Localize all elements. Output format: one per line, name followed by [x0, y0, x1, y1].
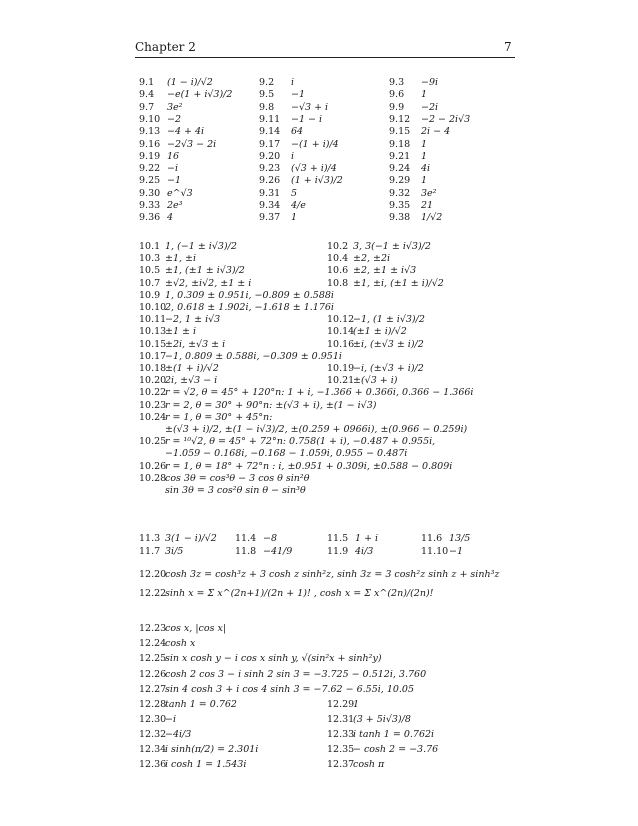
- problem-number: 10.7: [139, 277, 161, 289]
- answer-value: cos 3θ = cos³θ − 3 cos θ sin²θ: [165, 472, 310, 484]
- answer-value: 1: [421, 150, 428, 162]
- problem-number: 10.21: [327, 375, 355, 387]
- answer-value: −9i: [421, 77, 439, 88]
- answer-value: i tanh 1 = 0.762i: [353, 729, 435, 740]
- answer-value: sin 4 cosh 3 + i cos 4 sinh 3 = −7.62 − 6.55i, 10.05: [165, 684, 415, 695]
- problem-number: 12.36: [139, 759, 167, 770]
- answer-row: [135, 668, 525, 681]
- problem-number: 11.9: [327, 545, 349, 557]
- problem-number: 12.26: [139, 669, 167, 680]
- answer-row: [135, 150, 525, 163]
- answer-row: [135, 587, 525, 600]
- answer-value: −(1 + i)/4: [291, 138, 339, 150]
- problem-number: 9.29: [389, 175, 411, 187]
- chapter-title: Chapter 2: [135, 40, 196, 54]
- problem-number: 9.37: [259, 212, 281, 224]
- problem-number: 9.38: [389, 212, 411, 224]
- problem-number: 12.20: [139, 569, 167, 580]
- answer-row: [135, 460, 525, 473]
- problem-number: 12.31: [327, 714, 355, 725]
- problem-number: 10.2: [327, 241, 349, 252]
- answer-value: ±1, (±1 ± i√3)/2: [165, 265, 245, 277]
- answer-row: [135, 211, 525, 224]
- answer-row: [135, 199, 525, 212]
- answer-value: sinh x = Σ x^(2n+1)/(2n + 1)! , cosh x = Σ x^(2n)/(2n)!: [165, 588, 434, 599]
- answer-row: [135, 325, 525, 338]
- answer-row: [135, 187, 525, 200]
- problem-number: 9.22: [139, 163, 161, 175]
- problem-number: 11.5: [327, 533, 349, 544]
- answer-value: −8: [263, 533, 278, 544]
- answer-value: (1 − i)/√2: [167, 77, 213, 88]
- problem-number: 9.21: [389, 150, 411, 162]
- problem-number: 11.3: [139, 533, 161, 544]
- problem-number: 10.20: [139, 375, 167, 387]
- answer-value: 1: [291, 212, 298, 224]
- problem-number: 9.9: [389, 101, 405, 113]
- answer-value: 1 + i: [355, 533, 379, 544]
- header-rule: [135, 57, 515, 58]
- problem-number: 9.33: [139, 200, 161, 211]
- problem-number: 12.25: [139, 653, 167, 664]
- problem-number: 12.30: [139, 714, 167, 725]
- problem-number: 9.5: [259, 89, 275, 101]
- answer-value: 3e²: [167, 101, 183, 113]
- problem-number: 10.25: [139, 436, 167, 448]
- answer-value: 64: [291, 126, 304, 138]
- answer-value: 5: [291, 187, 298, 199]
- problem-number: 9.25: [139, 175, 161, 187]
- problem-number: 9.26: [259, 175, 281, 187]
- problem-number: 9.14: [259, 126, 281, 138]
- problem-number: 10.6: [327, 265, 349, 277]
- answer-value: (√3 + i)/4: [291, 163, 337, 175]
- answer-value: 1: [421, 138, 428, 150]
- answer-value: ±1 ± i: [165, 326, 197, 338]
- answer-row: [135, 683, 525, 696]
- answer-value: 2, 0.618 ± 1.902i, −1.618 ± 1.176i: [165, 302, 334, 313]
- answer-value: −4i/3: [165, 729, 192, 740]
- problem-number: 9.18: [389, 138, 411, 150]
- problem-number: 10.1: [139, 241, 161, 252]
- answer-row: [135, 374, 525, 387]
- answer-value: −2 − 2i√3: [421, 113, 471, 125]
- answer-value: 3i/5: [165, 545, 184, 557]
- answer-value: ±2, ±2i: [353, 253, 391, 265]
- answer-value: r = ¹⁰√2, θ = 45° + 72°n: 0.758(1 + i), −0.487 + 0.955i,: [165, 436, 436, 448]
- problem-number: 9.7: [139, 101, 155, 113]
- answer-value: −1, 0.809 ± 0.588i, −0.309 ± 0.951i: [165, 350, 342, 362]
- answer-value: 2i, ±√3 − i: [165, 375, 218, 387]
- answer-row: [135, 472, 525, 485]
- answer-value: 16: [167, 150, 180, 162]
- problem-number: 12.29: [327, 699, 355, 710]
- answer-row: [135, 125, 525, 138]
- answer-row: [135, 386, 525, 399]
- answer-row: [135, 113, 525, 126]
- answer-value: 1, (−1 ± i√3)/2: [165, 241, 237, 252]
- problem-number: 11.6: [421, 533, 443, 544]
- answer-value: 2e³: [167, 200, 183, 211]
- answer-value: sin 3θ = 3 cos²θ sin θ − sin³θ: [165, 485, 306, 496]
- answer-value: −1: [167, 175, 182, 187]
- answer-value: ±(√3 + i)/2, ±(1 − i√3)/2, ±(0.259 + 0966i), ±(0.966 − 0.259i): [165, 424, 468, 435]
- answer-value: 21: [421, 200, 434, 211]
- answer-value: r = √2, θ = 45° + 120°n: 1 + i, −1.366 + 0.366i, 0.366 − 1.366i: [165, 387, 474, 399]
- answer-value: r = 1, θ = 30° + 45°n:: [165, 411, 273, 423]
- problem-number: 10.9: [139, 289, 161, 301]
- problem-number: 10.14: [327, 326, 355, 338]
- answer-value: −√3 + i: [291, 101, 329, 113]
- answer-value: sin x cosh y − i cos x sinh y, √(sin²x + sinh²y): [165, 653, 382, 664]
- answer-value: ±1, ±i: [165, 253, 197, 265]
- problem-number: 12.33: [327, 729, 355, 740]
- answer-value: i: [291, 77, 295, 88]
- problem-number: 9.20: [259, 150, 281, 162]
- answer-value: 4/e: [291, 200, 306, 211]
- answer-value: 3, 3(−1 ± i√3)/2: [353, 241, 431, 252]
- problem-number: 9.13: [139, 126, 161, 138]
- answer-value: −i: [165, 714, 176, 725]
- problem-number: 9.23: [259, 163, 281, 175]
- answer-row: [135, 313, 525, 326]
- answer-row: [135, 652, 525, 665]
- answer-value: 1/√2: [421, 212, 443, 224]
- answer-row: [135, 568, 525, 581]
- problem-number: 9.6: [389, 89, 405, 101]
- problem-number: 10.3: [139, 253, 161, 265]
- answer-value: 13/5: [449, 533, 471, 544]
- answer-row: [135, 637, 525, 650]
- answer-row: [135, 698, 525, 711]
- answer-value: i sinh(π/2) = 2.301i: [165, 744, 259, 755]
- answer-row: [135, 728, 525, 741]
- answer-row: [135, 622, 525, 635]
- problem-number: 10.28: [139, 472, 167, 484]
- answer-value: r = 1, θ = 18° + 72°n : i, ±0.951 + 0.309i, ±0.588 − 0.809i: [165, 460, 453, 472]
- problem-number: 9.10: [139, 113, 161, 125]
- answer-value: ±2, ±1 ± i√3: [353, 265, 417, 277]
- problem-number: 9.4: [139, 89, 155, 101]
- problem-number: 9.1: [139, 77, 155, 88]
- answer-value: 3(1 − i)/√2: [165, 533, 217, 544]
- answer-value: ±(1 + i)/√2: [165, 363, 219, 374]
- answer-value: (±1 ± i)/√2: [353, 326, 407, 338]
- answer-value: −i: [167, 163, 178, 175]
- answer-row: [135, 435, 525, 448]
- problem-number: 11.8: [235, 545, 257, 557]
- answer-row: [135, 743, 525, 756]
- problem-number: 9.30: [139, 187, 161, 199]
- answer-value: r = 2, θ = 30° + 90°n: ±(√3 + i), ±(1 − i√3): [165, 399, 377, 411]
- answer-value: −1, (1 ± i√3)/2: [353, 314, 425, 326]
- answer-row: [135, 350, 525, 363]
- problem-number: 11.4: [235, 533, 257, 544]
- problem-number: 10.24: [139, 411, 167, 423]
- answer-value: i: [291, 150, 295, 162]
- answer-value: −2i: [421, 101, 439, 113]
- answer-value: cosh 3z = cosh³z + 3 cosh z sinh²z, sinh 3z = 3 cosh²z sinh z + sinh³z: [165, 569, 500, 580]
- answer-row: [135, 162, 525, 175]
- problem-number: 9.2: [259, 77, 275, 88]
- answer-value: −1: [291, 89, 306, 101]
- problem-number: 10.16: [327, 338, 355, 350]
- answer-value: (1 + i√3)/2: [291, 175, 343, 187]
- problem-number: 9.8: [259, 101, 275, 113]
- problem-number: 12.22: [139, 588, 167, 599]
- answer-value: −1: [449, 545, 464, 557]
- problem-number: 9.19: [139, 150, 161, 162]
- problem-number: 12.24: [139, 638, 167, 649]
- answer-row: [135, 138, 525, 151]
- answer-value: −2√3 − 2i: [167, 138, 217, 150]
- answer-value: − cosh 2 = −3.76: [353, 744, 439, 755]
- answer-value: −1.059 − 0.168i, −0.168 − 1.059i, 0.955 − 0.487i: [165, 448, 408, 460]
- problem-number: 9.16: [139, 138, 161, 150]
- answer-row: [135, 252, 525, 265]
- problem-number: 9.36: [139, 212, 161, 224]
- answer-value: 3e²: [421, 187, 437, 199]
- answer-row: [135, 88, 525, 101]
- answer-value: 1, 0.309 ± 0.951i, −0.809 ± 0.588i: [165, 289, 334, 301]
- problem-number: 10.26: [139, 460, 167, 472]
- problem-number: 12.35: [327, 744, 355, 755]
- answer-value: i cosh 1 = 1.543i: [165, 759, 247, 770]
- answer-row: [135, 338, 525, 351]
- answer-row: [135, 174, 525, 187]
- problem-number: 10.4: [327, 253, 349, 265]
- answer-row: [135, 289, 525, 302]
- answer-value: −2: [167, 113, 182, 125]
- answer-value: −1 − i: [291, 113, 323, 125]
- problem-number: 10.18: [139, 363, 167, 374]
- answer-row: [135, 758, 525, 771]
- answer-value: 4: [167, 212, 174, 224]
- problem-number: 9.35: [389, 200, 411, 211]
- answer-value: 4i/3: [355, 545, 374, 557]
- answer-value: ±i, (±√3 ± i)/2: [353, 338, 424, 350]
- answer-row: [135, 713, 525, 726]
- answer-row: [135, 411, 525, 424]
- answer-row: [135, 76, 525, 89]
- answer-row: [135, 301, 525, 314]
- problem-number: 9.31: [259, 187, 281, 199]
- problem-number: 10.23: [139, 399, 167, 411]
- problem-number: 10.12: [327, 314, 355, 326]
- problem-number: 9.11: [259, 113, 281, 125]
- problem-number: 10.22: [139, 387, 167, 399]
- answer-value: 1: [421, 175, 428, 187]
- problem-number: 9.12: [389, 113, 411, 125]
- problem-number: 9.3: [389, 77, 405, 88]
- answer-row: [135, 545, 525, 558]
- problem-number: 9.32: [389, 187, 411, 199]
- answer-row: [135, 264, 525, 277]
- answer-row: [135, 399, 525, 412]
- problem-number: 10.5: [139, 265, 161, 277]
- answer-value: ±1, ±i, (±1 ± i)/√2: [353, 277, 444, 289]
- answer-value: ±√2, ±i√2, ±1 ± i: [165, 277, 252, 289]
- answer-value: −2, 1 ± i√3: [165, 314, 221, 326]
- problem-number: 10.15: [139, 338, 167, 350]
- answer-value: −e(1 + i√3)/2: [167, 89, 233, 101]
- answer-value: cosh π: [353, 759, 385, 770]
- problem-number: 12.28: [139, 699, 167, 710]
- page-number: 7: [504, 40, 512, 54]
- problem-number: 12.32: [139, 729, 167, 740]
- problem-number: 10.10: [139, 302, 167, 313]
- answer-row: [135, 277, 525, 290]
- answer-value: cosh x: [165, 638, 196, 649]
- answer-row: [135, 362, 525, 375]
- problem-number: 11.10: [421, 545, 449, 557]
- problem-number: 9.17: [259, 138, 281, 150]
- answer-row: [135, 484, 525, 497]
- answer-value: cos x, |cos x|: [165, 623, 227, 634]
- answer-value: ±2i, ±√3 ± i: [165, 338, 226, 350]
- problem-number: 12.23: [139, 623, 167, 634]
- problem-number: 9.24: [389, 163, 411, 175]
- problem-number: 10.11: [139, 314, 167, 326]
- problem-number: 12.27: [139, 684, 167, 695]
- answer-value: 4i: [421, 163, 431, 175]
- problem-number: 10.17: [139, 350, 167, 362]
- problem-number: 10.19: [327, 363, 355, 374]
- answer-row: [135, 101, 525, 114]
- problem-number: 10.8: [327, 277, 349, 289]
- answer-value: −4 + 4i: [167, 126, 205, 138]
- problem-number: 12.37: [327, 759, 355, 770]
- answer-row: [135, 240, 525, 253]
- problem-number: 9.15: [389, 126, 411, 138]
- answer-value: ±(√3 + i): [353, 375, 398, 387]
- problem-number: 9.34: [259, 200, 281, 211]
- problem-number: 11.7: [139, 545, 161, 557]
- answer-value: −41/9: [263, 545, 293, 557]
- answer-value: −i, (±√3 + i)/2: [353, 363, 424, 374]
- problem-number: 10.13: [139, 326, 167, 338]
- answer-value: (3 + 5i√3)/8: [353, 714, 411, 725]
- answer-value: 2i − 4: [421, 126, 451, 138]
- problem-number: 12.34: [139, 744, 167, 755]
- answer-row: [135, 423, 525, 436]
- answer-value: 1: [353, 699, 360, 710]
- answer-value: tanh 1 = 0.762: [165, 699, 237, 710]
- answer-value: 1: [421, 89, 428, 101]
- answer-value: e^√3: [167, 187, 193, 199]
- answer-value: cosh 2 cos 3 − i sinh 2 sin 3 = −3.725 − 0.512i, 3.760: [165, 669, 427, 680]
- answer-row: [135, 532, 525, 545]
- answer-row: [135, 447, 525, 460]
